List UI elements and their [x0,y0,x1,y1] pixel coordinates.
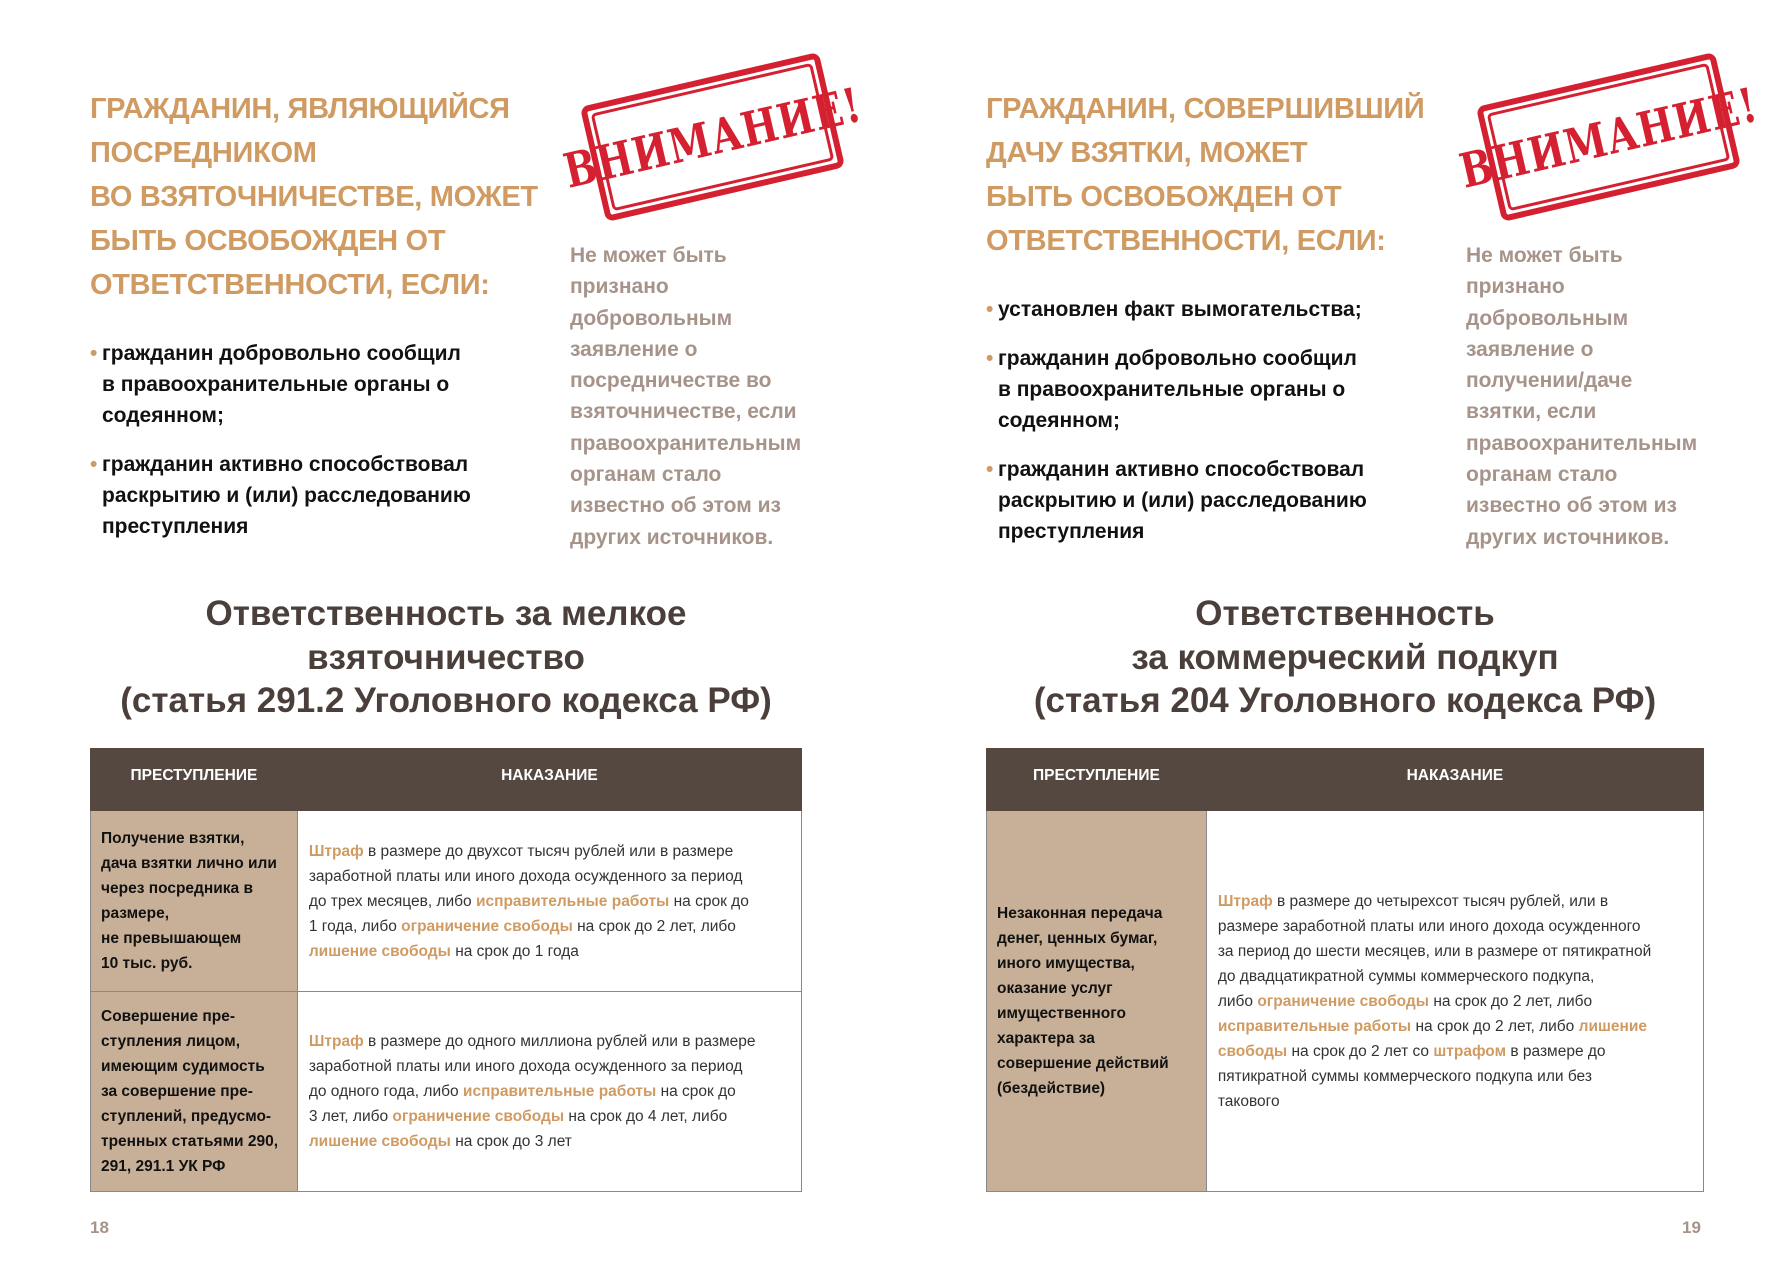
bullet-icon: • [90,342,98,365]
punishment-line [309,1104,790,1129]
table-header-row [987,749,1704,811]
highlighted-term: исправительные работы [462,1083,657,1100]
list-item: • гражданин добровольно сообщил в правоохранительные органы о содеянном; [986,343,1436,436]
conditions-list [986,294,1436,565]
punishment-text: в размере до одного миллиона рублей или в размере [363,1033,756,1050]
list-item: • гражданин активно способствовал раскрытию и (или) расследованию преступления [986,454,1436,547]
bullet-icon: • [90,453,98,476]
table-row [91,992,802,1192]
punishment-line [309,864,790,889]
punishment-line [309,914,790,939]
punishment-text: в размере до [1506,1042,1606,1060]
penalty-table [986,748,1704,1192]
column-header-crime: ПРЕСТУПЛЕНИЕ [91,749,298,811]
highlighted-term: ограничение свободы [392,1108,565,1125]
attention-stamp [1454,52,1763,222]
punishment-line [309,839,790,864]
highlighted-term: лишение свободы [308,942,451,960]
highlighted-term: исправительные работы [475,892,670,910]
punishment-text: такового [1217,1092,1280,1110]
highlighted-term: лишение свободы [308,1133,451,1150]
highlighted-term: Штраф [308,842,364,860]
attention-stamp [558,52,867,222]
punishment-line [1218,1039,1692,1064]
punishment-text: на срок до 2 лет, либо [572,917,736,935]
crime-cell: Совершение пре- ступления лицом, имеющим судимость за совершение пре- ступлений, предусмо- тренных статьями 290, 291, 291.1 УК РФ [91,992,298,1192]
page-number: 18 [90,1218,109,1237]
highlighted-term: Штраф [1217,892,1273,910]
list-item: • установлен факт вымогательства; [986,294,1436,325]
punishment-cell [297,992,801,1192]
section-title: Ответственность за коммерческий подкуп (статья 204 Уголовного кодекса РФ) [1033,594,1657,720]
punishment-text: либо [1217,992,1258,1010]
column-header-punishment: НАКАЗАНИЕ [297,749,801,811]
punishment-line [309,1129,790,1154]
punishment-text: до трех месяцев, либо [308,892,476,910]
column-header-punishment: НАКАЗАНИЕ [1206,749,1703,811]
punishment-text: до двадцатикратной суммы коммерческого подкупа, [1217,967,1595,985]
punishment-line [1218,1089,1692,1114]
punishment-cell [297,811,801,992]
table-row [987,811,1704,1192]
punishment-text: на срок до 4 лет, либо [564,1108,728,1125]
crime-cell: Получение взятки, дача взятки лично или через посредника в размере, не превышающем 10 тыс. руб. [91,811,298,992]
punishment-text: на срок до 3 лет [450,1133,572,1150]
highlighted-term: ограничение свободы [401,917,573,935]
punishment-text: пятикратной суммы коммерческого подкупа или без [1217,1067,1592,1085]
table-header-row [91,749,802,811]
punishment-text: на срок до [669,892,749,910]
punishment-line [309,939,790,964]
conditions-list [90,338,540,560]
punishment-line [1218,989,1692,1014]
highlighted-term: исправительные работы [1217,1017,1412,1035]
punishment-text: на срок до 1 года [450,942,579,960]
punishment-text: на срок до 2 лет, либо [1429,992,1593,1010]
highlighted-term: лишение [1578,1017,1648,1035]
stamp-text: ВНИМАНИЕ! [558,75,867,199]
table-row [91,811,802,992]
stamp-text: ВНИМАНИЕ! [1454,75,1763,199]
punishment-line [1218,914,1692,939]
punishment-text: на срок до [656,1083,736,1100]
punishment-line [309,1054,790,1079]
bullet-icon: • [986,298,994,321]
punishment-text: размере заработной платы или иного дохода осужденного [1217,917,1641,935]
bullet-icon: • [986,347,994,370]
punishment-line [1218,889,1692,914]
punishment-line [309,1079,790,1104]
list-item: • гражданин активно способствовал раскрытию и (или) расследованию преступления [90,449,540,542]
highlighted-term: штрафом [1433,1042,1507,1060]
punishment-line [309,1029,790,1054]
highlighted-term: свободы [1217,1042,1288,1060]
punishment-cell [1206,811,1703,1192]
punishment-text: до одного года, либо [308,1083,463,1100]
section-title: Ответственность за мелкое взяточничество (статья 291.2 Уголовного кодекса РФ) [120,594,772,720]
penalty-table [90,748,802,1192]
punishment-line [1218,939,1692,964]
punishment-text: в размере до двухсот тысяч рублей или в размере [363,842,734,860]
note-text: Не может быть признано добровольным заявление о посредничестве во взяточничестве, если правоохранительным органам стало известно об этом из других источников. [570,244,802,549]
punishment-line [1218,964,1692,989]
note-text: Не может быть признано добровольным заявление о получении/даче взятки, если правоохранительным органам стало известно об этом из других источников. [1466,244,1698,549]
punishment-text: на срок до 2 лет, либо [1411,1017,1579,1035]
punishment-text: заработной платы или иного дохода осужденного за период [308,1058,743,1075]
punishment-text: заработной платы или иного дохода осужденного за период [308,867,743,885]
list-item: • гражданин добровольно сообщил в правоохранительные органы о содеянном; [90,338,540,431]
punishment-text: в размере до четырехсот тысяч рублей, или в [1272,892,1609,910]
right-page [892,0,1784,1276]
punishment-text: 3 лет, либо [308,1108,393,1125]
punishment-text: 1 года, либо [308,917,402,935]
punishment-line [1218,1064,1692,1089]
punishment-line [309,889,790,914]
bribe-giver-heading: ГРАЖДАНИН, СОВЕРШИВШИЙ ДАЧУ ВЗЯТКИ, МОЖЕТ БЫТЬ ОСВОБОЖДЕН ОТ ОТВЕТСТВЕННОСТИ, ЕСЛИ: [986,93,1425,257]
highlighted-term: Штраф [308,1033,364,1050]
page-number: 19 [1682,1218,1701,1237]
bullet-icon: • [986,458,994,481]
punishment-text: на срок до 2 лет со [1287,1042,1434,1060]
crime-cell: Незаконная передача денег, ценных бумаг, иного имущества, оказание услуг имущественного характера за совершение действий (бездействие) [987,811,1207,1192]
punishment-line [1218,1014,1692,1039]
column-header-crime: ПРЕСТУПЛЕНИЕ [987,749,1207,811]
punishment-text: за период до шести месяцев, или в размере от пятикратной [1217,942,1652,960]
intermediary-heading: ГРАЖДАНИН, ЯВЛЯЮЩИЙСЯ ПОСРЕДНИКОМ ВО ВЗЯТОЧНИЧЕСТВЕ, МОЖЕТ БЫТЬ ОСВОБОЖДЕН ОТ ОТВЕТСТВЕННОСТИ, ЕСЛИ: [90,93,538,301]
highlighted-term: ограничение свободы [1257,992,1430,1010]
